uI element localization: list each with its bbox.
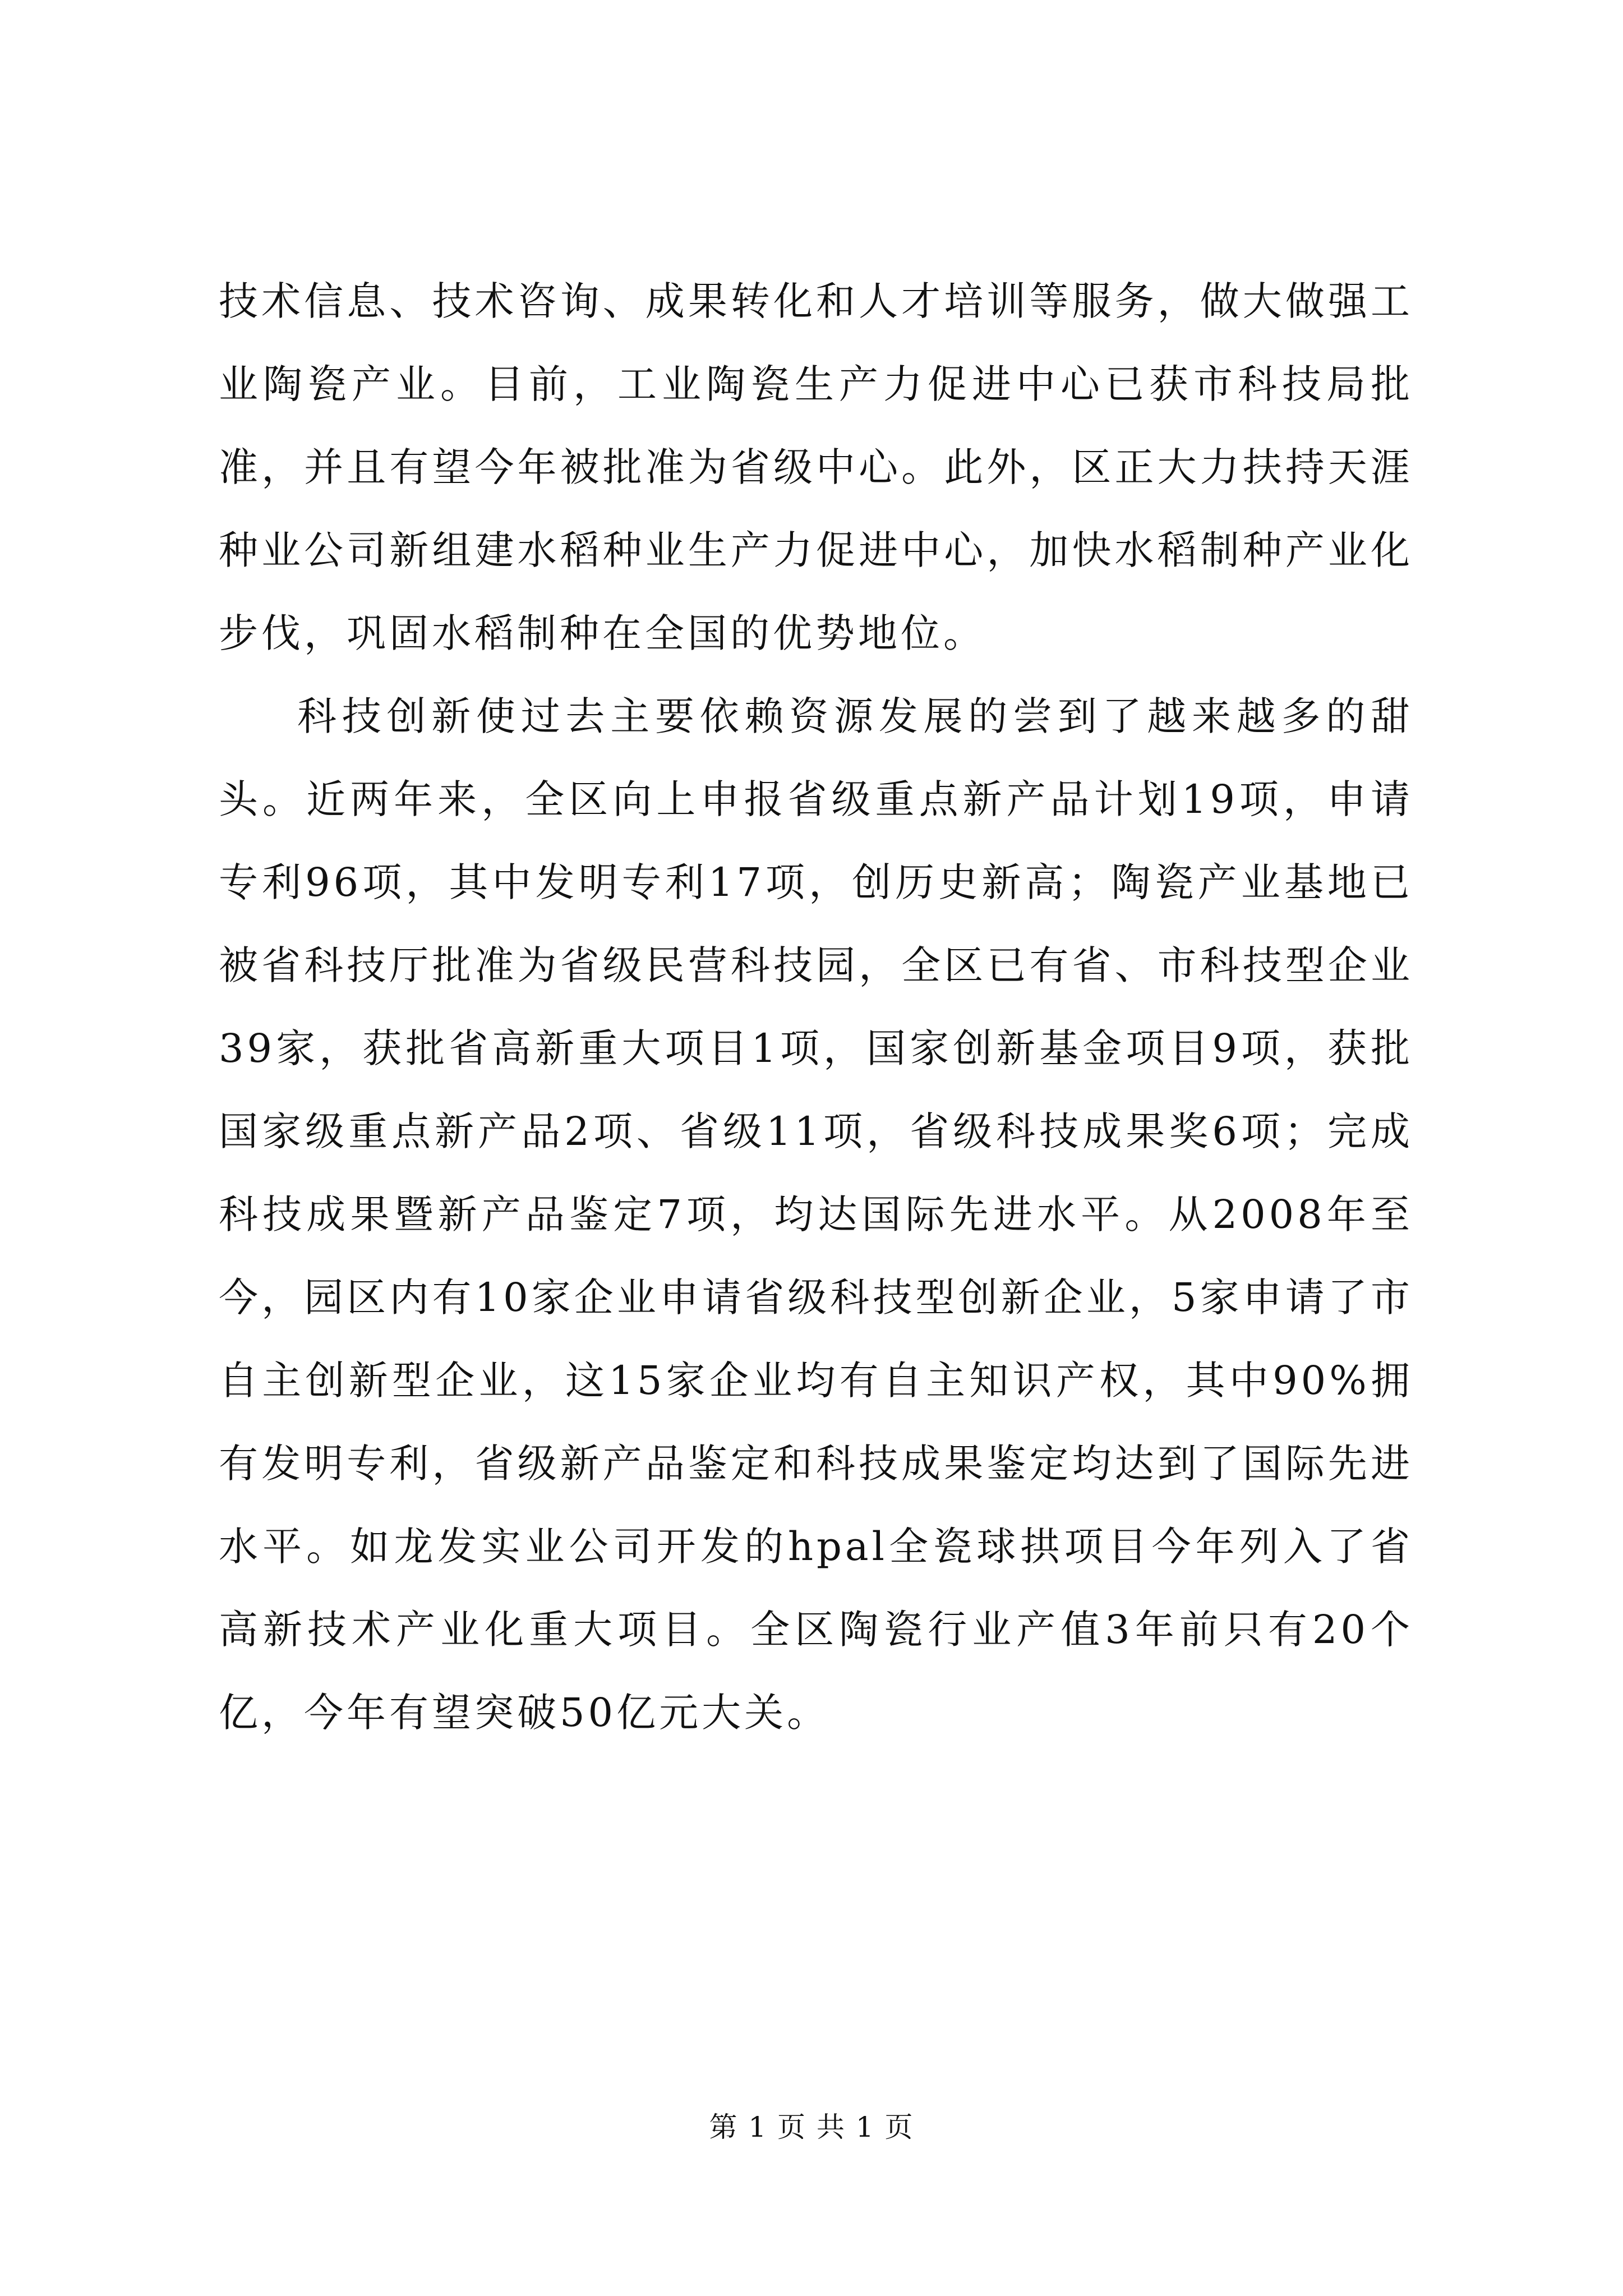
document-body: [219, 260, 1413, 1754]
page-footer: 第 1 页 共 1 页: [709, 2111, 914, 2143]
paragraph-continued: 技术信息、技术咨询、成果转化和人才培训等服务，做大做强工业陶瓷产业。目前，工业陶瓷生产力促进中心已获市科技局批准，并且有望今年被批准为省级中心。此外，区正大力扶持天涯种业公司新组建水稻种业生产力促进中心，加快水稻制种产业化步伐，巩固水稻制种在全国的优势地位。: [219, 278, 1413, 656]
paragraph-tech-innovation: 科技创新使过去主要依赖资源发展的尝到了越来越多的甜头。近两年来，全区向上申报省级重点新产品计划19项，申请专利96项，其中发明专利17项，创历史新高；陶瓷产业基地已被省科技厅批准为省级民营科技园，全区已有省、市科技型企业39家，获批省高新重大项目1项，国家创新基金项目9项，获批国家级重点新产品2项、省级11项，省级科技成果奖6项；完成科技成果暨新产品鉴定7项，均达国际先进水平。从2008年至今，园区内有10家企业申请省级科技型创新企业，5家申请了市自主创新型企业，这15家企业均有自主知识产权，其中90%拥有发明专利，省级新产品鉴定和科技成果鉴定均达到了国际先进水平。如龙发实业公司开发的hpal全瓷球拱项目今年列入了省高新技术产业化重大项目。全区陶瓷行业产值3年前只有20个亿，今年有望突破50亿元大关。: [219, 693, 1413, 1736]
